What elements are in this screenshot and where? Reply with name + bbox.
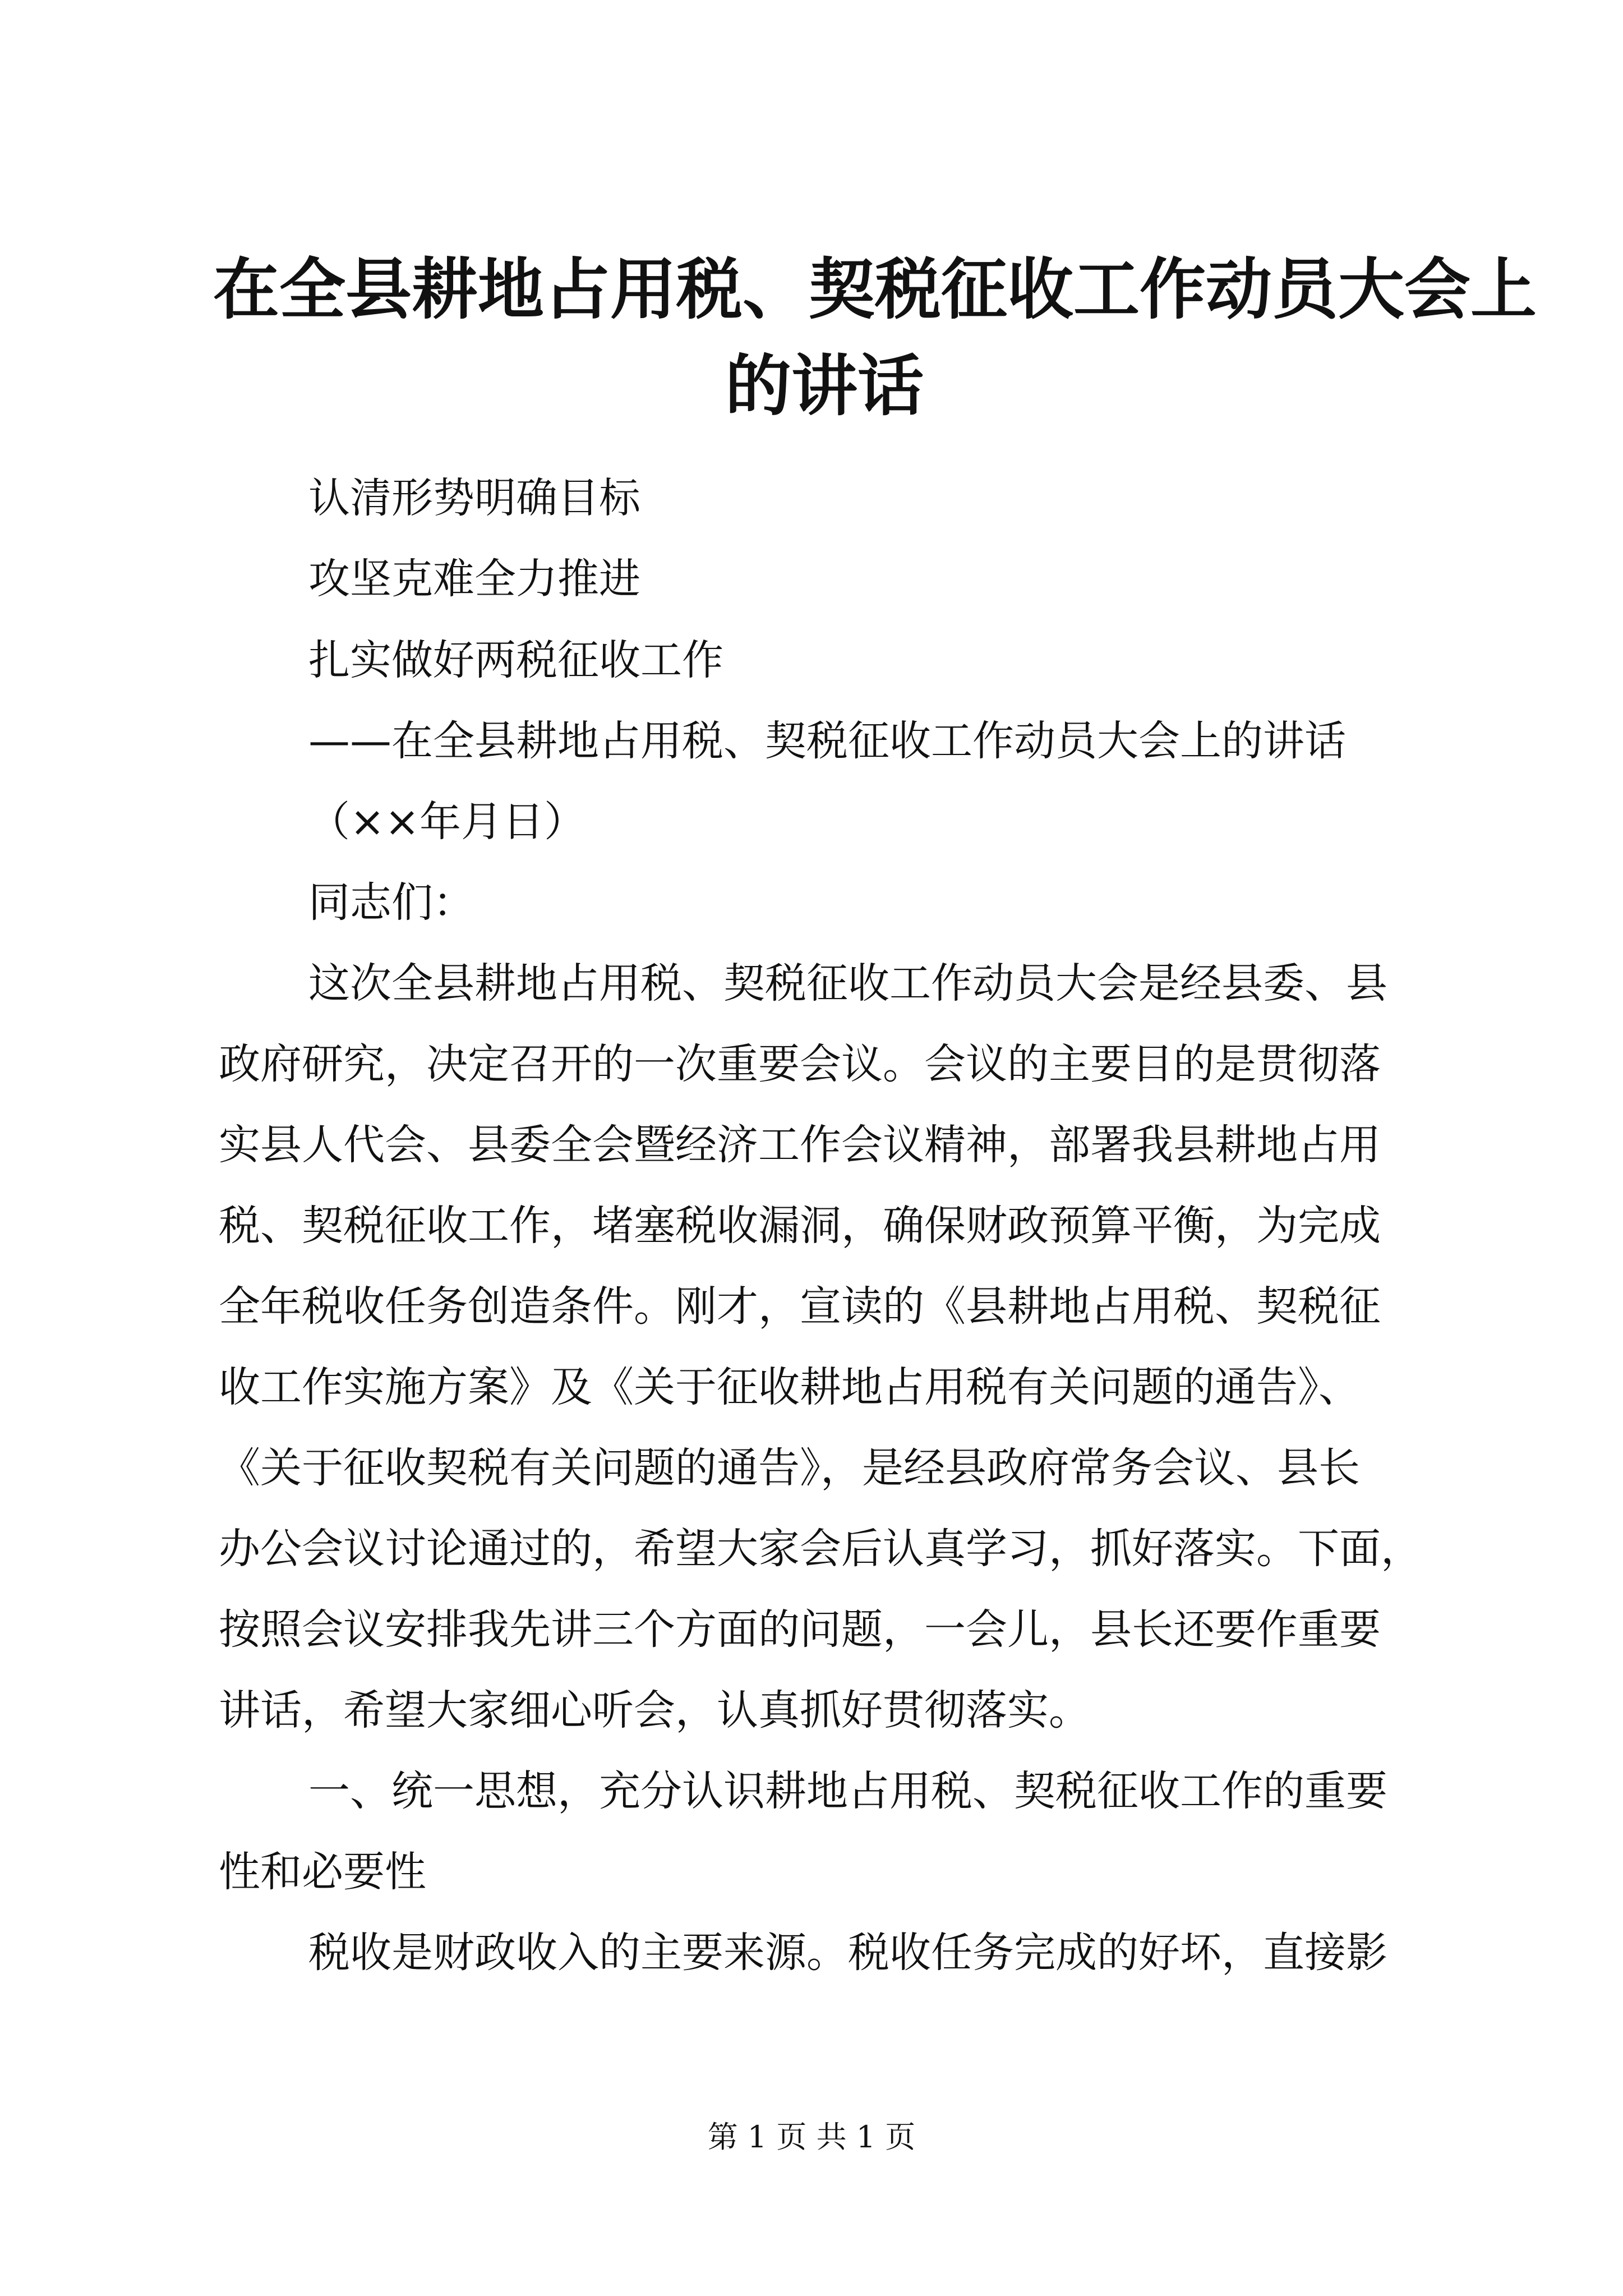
speech-date: （××年月日） bbox=[308, 798, 586, 846]
paragraph-line: 办公会议讨论通过的，希望大家会后认真学习，抓好落实。下面， bbox=[219, 1525, 1422, 1573]
paragraph-line: 这次全县耕地占用税、契税征收工作动员大会是经县委、县 bbox=[308, 959, 1387, 1007]
paragraph-line: 税、契税征收工作，堵塞税收漏洞，确保财政预算平衡，为完成 bbox=[219, 1202, 1381, 1250]
salutation: 同志们： bbox=[308, 878, 474, 927]
section-heading-line: 性和必要性 bbox=[219, 1848, 426, 1896]
title-line: 在全县耕地占用税、契税征收工作动员大会上 bbox=[213, 250, 1537, 328]
subtitle-line: 认清形势明确目标 bbox=[308, 474, 640, 522]
section-heading-line: 一、统一思想，充分认识耕地占用税、契税征收工作的重要 bbox=[308, 1767, 1387, 1815]
subtitle-line: 攻坚克难全力推进 bbox=[308, 555, 640, 603]
paragraph-line: 按照会议安排我先讲三个方面的问题，一会儿，县长还要作重要 bbox=[219, 1605, 1381, 1654]
paragraph-line: 政府研究，决定召开的一次重要会议。会议的主要目的是贯彻落 bbox=[219, 1040, 1381, 1088]
paragraph-line: 实县人代会、县委全会暨经济工作会议精神，部署我县耕地占用 bbox=[219, 1121, 1381, 1169]
title-line: 的讲话 bbox=[725, 347, 924, 425]
page-number-footer: 第 1 页 共 1 页 bbox=[707, 2119, 916, 2155]
paragraph-line: 《关于征收契税有关问题的通告》，是经县政府常务会议、县长 bbox=[219, 1444, 1360, 1492]
speech-subtitle: ——在全县耕地占用税、契税征收工作动员大会上的讲话 bbox=[308, 717, 1346, 765]
paragraph-line: 全年税收任务创造条件。刚才，宣读的《县耕地占用税、契税征 bbox=[219, 1282, 1381, 1331]
paragraph-line: 税收是财政收入的主要来源。税收任务完成的好坏，直接影 bbox=[308, 1929, 1387, 1977]
document-title bbox=[213, 241, 1537, 434]
paragraph-line: 讲话，希望大家细心听会，认真抓好贯彻落实。 bbox=[219, 1686, 1090, 1734]
paragraph-line: 收工作实施方案》及《关于征收耕地占用税有关问题的通告》、 bbox=[219, 1363, 1360, 1411]
subtitle-line: 扎实做好两税征收工作 bbox=[308, 636, 723, 684]
